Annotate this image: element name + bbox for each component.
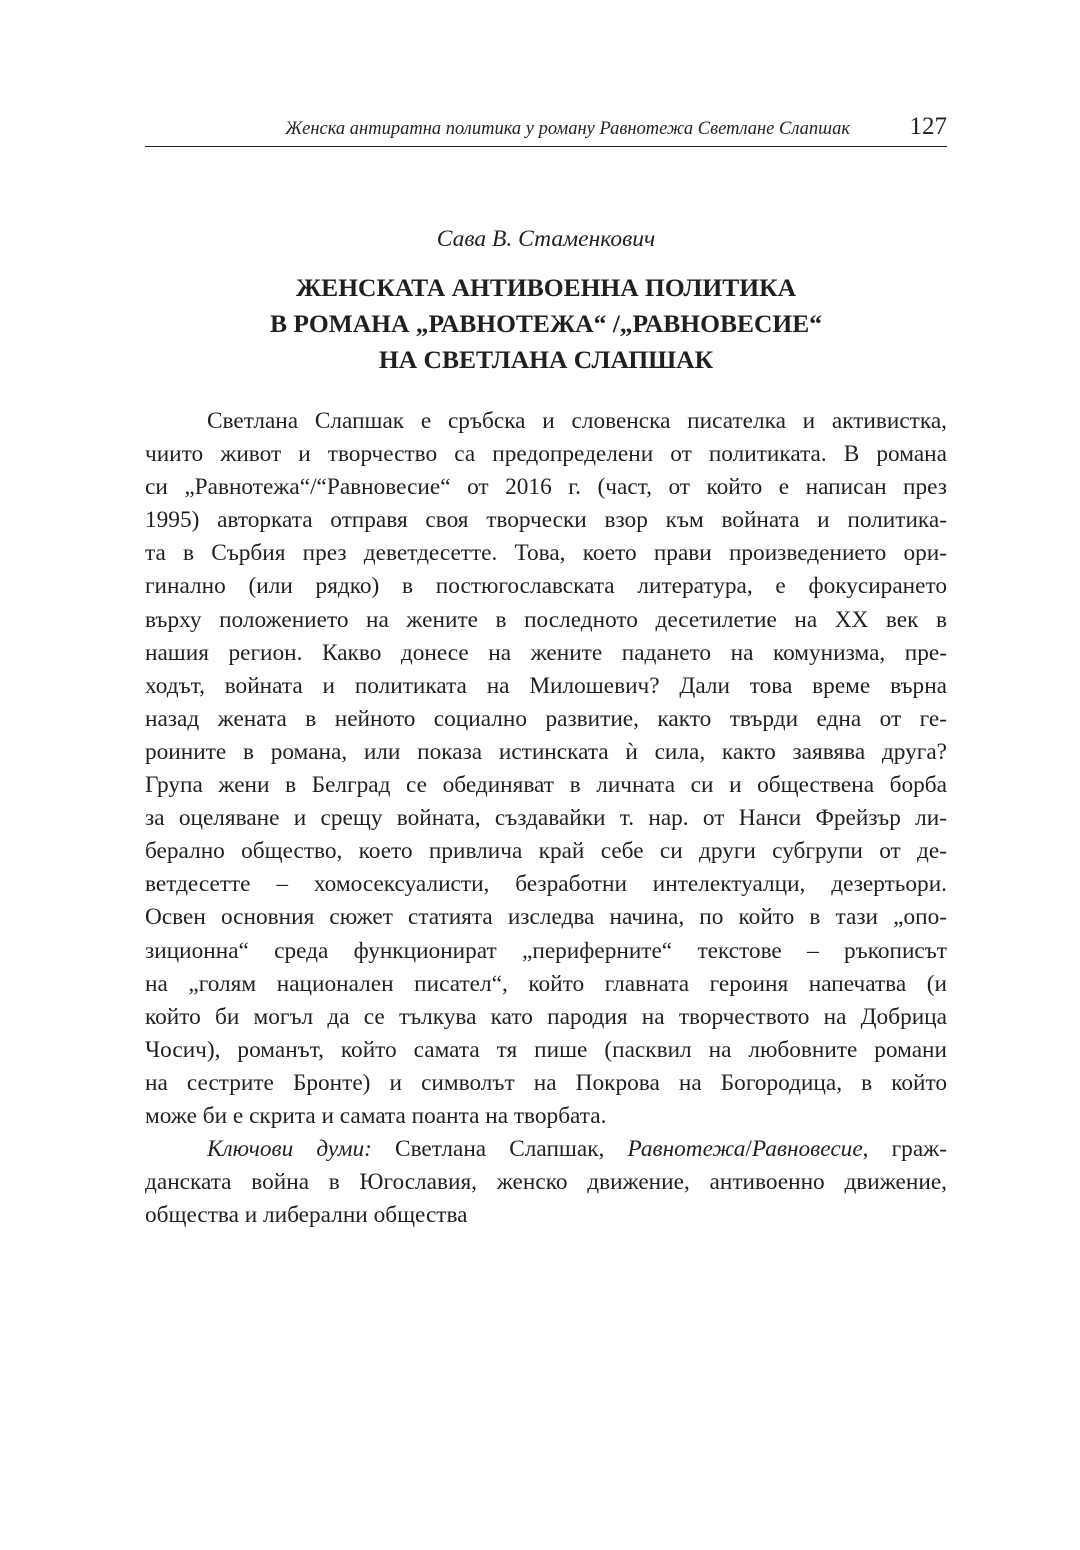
- keyword-italic: Равнотежа: [627, 1136, 746, 1163]
- author-name: Сава В. Стаменкович: [436, 226, 656, 252]
- title-line: ЖЕНСКАТА АНТИВОЕННА ПОЛИТИКА: [295, 273, 797, 302]
- keyword-slash: /: [745, 1136, 752, 1163]
- text-line: може би е скрита и самата поанта на творбата.: [145, 1102, 607, 1129]
- text-line: та в Сърбия през деветдесетте. Това, което прави произведението ори-: [145, 540, 947, 567]
- keyword-text: , граж-: [862, 1136, 948, 1163]
- article-title: [145, 270, 947, 378]
- keyword-italic: Равновесие: [751, 1136, 863, 1163]
- text-line: върху положението на жените в последното десетилетие на XX век в: [145, 606, 947, 633]
- running-head-title: Женска антиратна политика у роману Равнотежа Светлане Слапшак: [285, 119, 850, 139]
- text-line: Група жени в Белград се обединяват в личната си и обществена борба: [145, 772, 947, 799]
- text-line: ветдесетте – хомосексуалисти, безработни интелектуалци, дезертьори.: [145, 871, 947, 898]
- text-line: нашия регион. Какво донесе на жените падането на комунизма, пре-: [145, 639, 947, 666]
- abstract-paragraph: [145, 405, 947, 1133]
- text-line: общества и либерални общества: [145, 1202, 468, 1229]
- text-line: данската война в Югославия, женско движение, антивоенно движение,: [145, 1169, 947, 1196]
- text-line: Светлана Слапшак е сръбска и словенска писателка и активистка,: [207, 408, 947, 434]
- keywords-label: Ключови думи:: [207, 1136, 372, 1163]
- text-line: ходът, войната и политиката на Милошевич? Дали това време върна: [145, 672, 947, 699]
- text-line: на сестрите Бронте) и символът на Покрова на Богородица, в който: [145, 1069, 947, 1096]
- keywords-paragraph: [145, 1133, 947, 1232]
- text-line: зиционна“ среда функционират „периферните“ текстове – ръкописът: [145, 937, 947, 964]
- title-line: В РОМАНА „РАВНОТЕЖА“ /„РАВНОВЕСИЕ“: [270, 309, 822, 338]
- text-line: 1995) авторката отправя своя творчески взор към войната и политика-: [145, 507, 947, 534]
- text-line: роините в романа, или показа истинската ѝ сила, както заявява друга?: [145, 738, 947, 765]
- text-line: Чосич), романът, който самата тя пише (пасквил на любовните романи: [145, 1036, 947, 1063]
- text-line: Освен основния сюжет статията изследва начина, по който в тази „опо-: [145, 904, 947, 931]
- page-number: 127: [909, 113, 947, 140]
- text-line: чиито живот и творчество са предопределени от политиката. В романа: [145, 441, 947, 468]
- text-line: който би могъл да се тълкува като пародия на творчеството на Добрица: [145, 1003, 947, 1030]
- text-line: си „Равнотежа“/“Равновесие“ от 2016 г. (част, от който е написан през: [145, 474, 947, 501]
- abstract: [145, 405, 947, 1232]
- title-line: НА СВЕТЛАНА СЛАПШАК: [378, 345, 714, 374]
- keywords-line: [145, 1133, 947, 1166]
- running-head: [145, 112, 947, 147]
- text-line: гинално (или рядко) в постюгославската литература, е фокусирането: [145, 573, 947, 600]
- text-line: за оцеляване и срещу войната, създавайки т. нар. от Нанси Фрейзър ли-: [145, 805, 947, 832]
- text-line: назад жената в нейното социално развитие, както твърди една от ге-: [145, 705, 947, 732]
- text-line: берално общество, което привлича край себе си други субгрупи от де-: [145, 838, 947, 865]
- keyword-text: Светлана Слапшак,: [395, 1136, 605, 1163]
- text-line: на „голям национален писател“, който главната героиня напечатва (и: [145, 970, 947, 997]
